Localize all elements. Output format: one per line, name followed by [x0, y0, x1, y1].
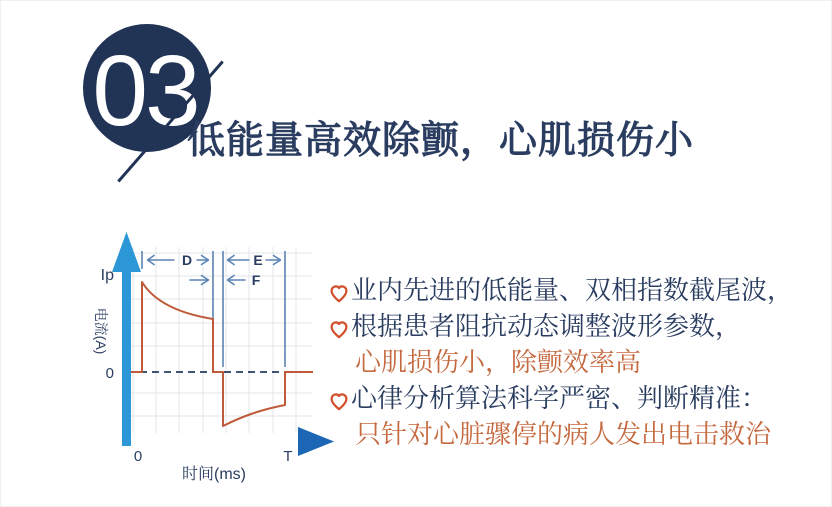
- y-tick-zero: 0: [105, 365, 114, 382]
- list-item: [329, 417, 804, 453]
- section-number: 03: [92, 35, 198, 147]
- list-item-text: 心律分析算法科学严密、判断精准：: [351, 383, 768, 413]
- segment-label-e: E: [253, 252, 263, 268]
- page-title: 低能量高效除颤，心肌损伤小: [187, 120, 695, 162]
- list-item: [329, 273, 804, 309]
- list-item: [329, 381, 804, 417]
- heart-icon: [329, 386, 349, 420]
- list-item-text: 业内先进的低能量、双相指数截尾波，: [351, 275, 794, 305]
- y-axis-arrow: [112, 232, 141, 446]
- y-tick-ip: Ip: [100, 267, 114, 284]
- heart-icon: [329, 314, 349, 348]
- waveform-chart: [61, 226, 341, 491]
- x-tick-end: T: [283, 448, 293, 465]
- feature-list: [329, 273, 804, 453]
- x-axis-title: 时间(ms): [182, 466, 246, 483]
- x-axis-arrow: [122, 427, 334, 456]
- y-axis-title: 电流(A): [93, 307, 109, 355]
- list-item-text: 根据患者阻抗动态调整波形参数，: [351, 311, 742, 341]
- list-item-text: 只针对心脏骤停的病人发出电击救治: [355, 419, 772, 449]
- segment-label-f: F: [251, 272, 261, 288]
- list-item-text: 心肌损伤小，除颤效率高: [355, 347, 642, 377]
- list-item: [329, 345, 804, 381]
- segment-label-d: D: [181, 252, 193, 268]
- list-item: [329, 309, 804, 345]
- x-tick-origin: 0: [133, 448, 143, 465]
- heart-icon: [329, 278, 349, 312]
